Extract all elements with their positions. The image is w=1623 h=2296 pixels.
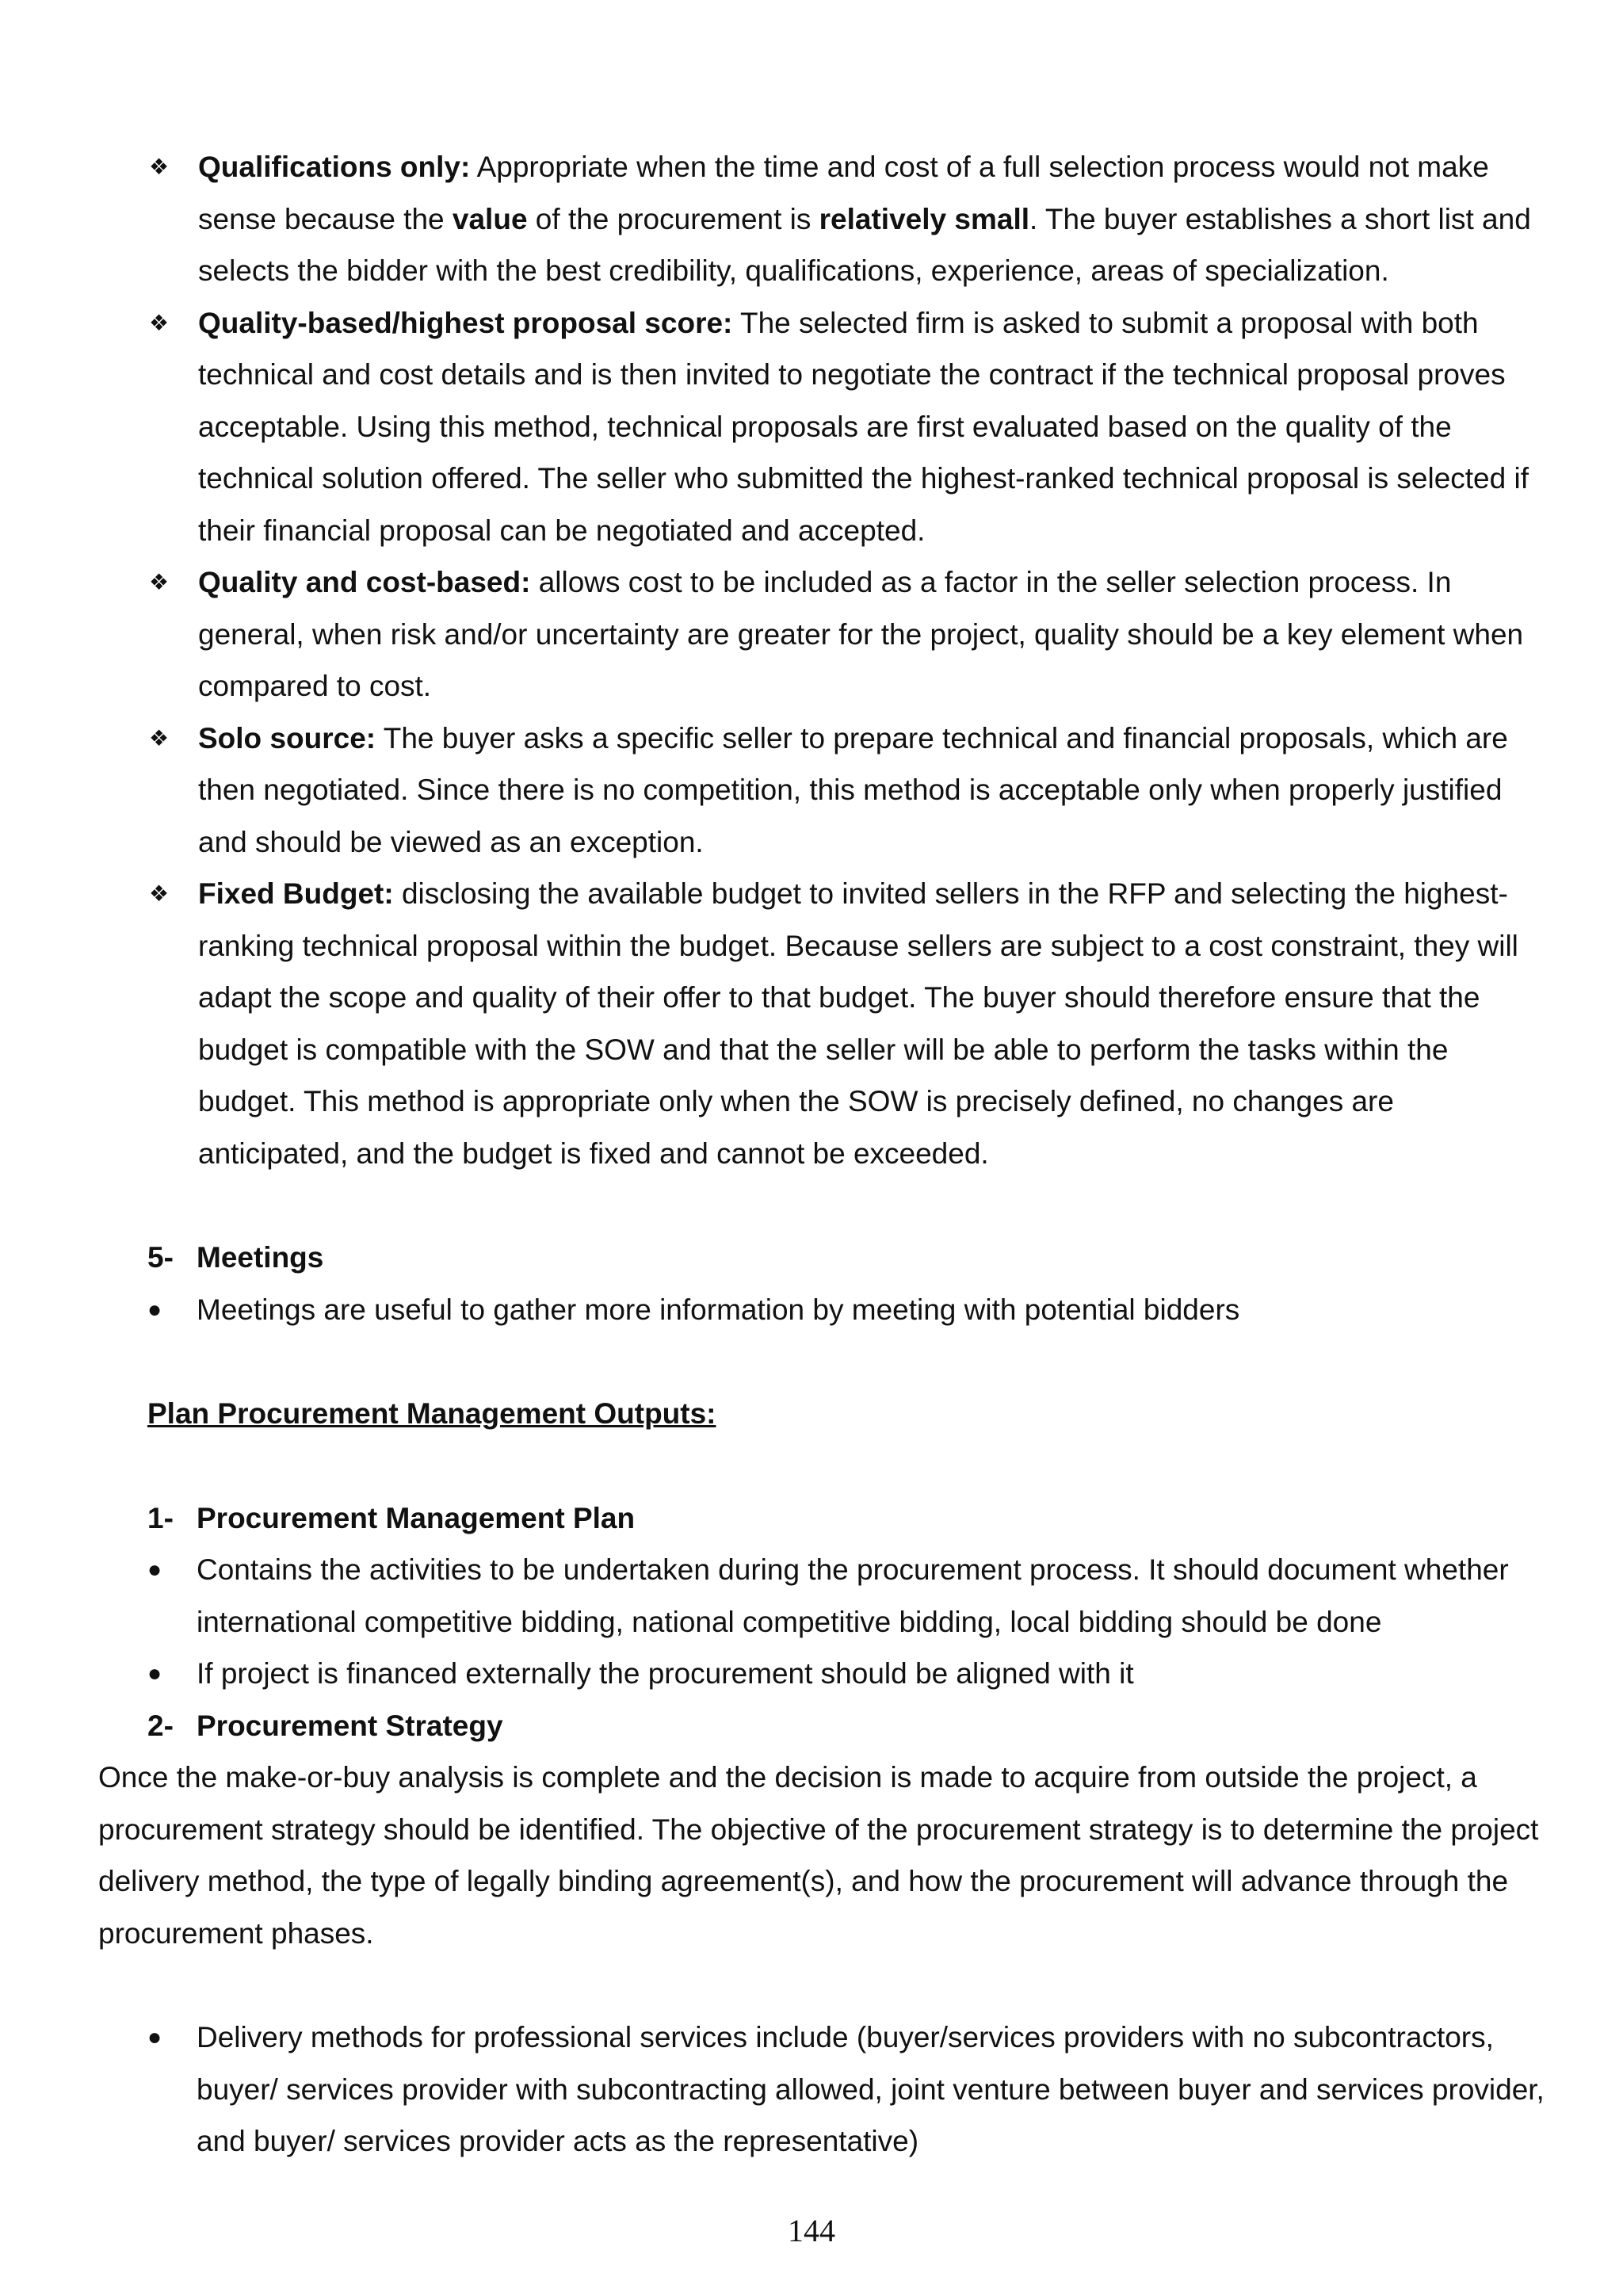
selection-criteria-list — [149, 141, 1549, 1179]
diamond-bullet-icon: ❖ — [149, 725, 170, 751]
page-number: 144 — [788, 2213, 835, 2248]
bullet-dot-icon: ● — [147, 1557, 162, 1583]
list-item — [147, 1544, 1549, 1648]
list-item — [149, 297, 1549, 557]
heading-title: Procurement Management Plan — [197, 1501, 636, 1534]
criterion-term: Fixed Budget: — [198, 877, 394, 910]
heading-title: Meetings — [197, 1241, 324, 1274]
criterion-emphasis: relatively small — [819, 202, 1029, 235]
criterion-text: Appropriate when the time and cost of a full selection process would not make sense because the — [198, 151, 1489, 235]
list-item — [149, 712, 1549, 869]
list-item — [147, 2011, 1549, 2168]
strategy-paragraph: Once the make-or-buy analysis is complete and the decision is made to acquire from outside the project, a procurement strategy should be identified. The objective of the procurement strategy is to determine the project delivery method, the type of legally binding agreement(s), and how the procurement will advance through the procurement phases. — [98, 1761, 1539, 1950]
list-item — [149, 556, 1549, 712]
outputs-section-title: Plan Procurement Management Outputs: — [147, 1397, 716, 1430]
bullet-text: Delivery methods for professional services include (buyer/services providers with no subcontractors, buyer/ services provider with subcontracting allowed, joint venture between buyer and services provider, and buyer/ services provider acts as the representative) — [197, 2021, 1545, 2157]
strategy-bullets — [147, 2011, 1549, 2168]
diamond-bullet-icon: ❖ — [149, 310, 170, 335]
diamond-bullet-icon: ❖ — [149, 155, 170, 179]
bullet-dot-icon: ● — [147, 2024, 162, 2050]
meetings-heading — [147, 1232, 1549, 1284]
bullet-text: Contains the activities to be undertaken during the procurement process. It should document whether international competitive bidding, national competitive bidding, local bidding should be done — [197, 1553, 1509, 1638]
list-item — [149, 868, 1549, 1179]
list-item — [149, 141, 1549, 297]
page-content — [98, 141, 1549, 2168]
criterion-term: Solo source: — [198, 721, 376, 755]
criterion-text: The buyer asks a specific seller to prepare technical and financial proposals, which are then negotiated. Since there is no competition, this method is acceptable only when properly justified and should be viewed as an exception. — [198, 721, 1508, 858]
criterion-text: The selected firm is asked to submit a proposal with both technical and cost details and is then invited to negotiate the contract if the technical proposal proves acceptable. Using this method, technical proposals are first evaluated based on the quality of the technical solution offered. The seller who submitted the highest-ranked technical proposal is selected if their financial proposal can be negotiated and accepted. — [198, 306, 1529, 547]
heading-number: 2- — [147, 1709, 174, 1742]
criterion-emphasis: value — [452, 202, 528, 235]
heading-title: Procurement Strategy — [197, 1709, 503, 1742]
list-item — [147, 1284, 1549, 1336]
heading-number: 5- — [147, 1241, 174, 1274]
criterion-text: . The buyer establishes a short list and selects the bidder with the best credibility, qualifications, experience, areas of specialization. — [198, 202, 1531, 287]
bullet-text: If project is financed externally the procurement should be aligned with it — [197, 1657, 1134, 1690]
meetings-bullets — [147, 1284, 1549, 1336]
bullet-dot-icon: ● — [147, 1660, 162, 1687]
list-item — [147, 1648, 1549, 1700]
bullet-dot-icon: ● — [147, 1296, 162, 1323]
criterion-text: disclosing the available budget to invited sellers in the RFP and selecting the highest-ranking technical proposal within the budget. Because sellers are subject to a cost constraint, they will adapt the scope and quality of their offer to that budget. The buyer should therefore ensure that the budget is compatible with the SOW and that the seller will be able to perform the tasks within the budget. This method is appropriate only when the SOW is precisely defined, no changes are anticipated, and the budget is fixed and cannot be exceeded. — [198, 877, 1518, 1170]
heading-number: 1- — [147, 1501, 174, 1534]
bullet-text: Meetings are useful to gather more information by meeting with potential bidders — [197, 1293, 1240, 1326]
plan-heading — [147, 1492, 1549, 1545]
diamond-bullet-icon: ❖ — [149, 570, 170, 594]
diamond-bullet-icon: ❖ — [149, 881, 170, 906]
criterion-term: Qualifications only: — [198, 151, 471, 183]
criterion-text: of the procurement is — [527, 202, 819, 235]
plan-bullets — [147, 1544, 1549, 1700]
criterion-term: Quality and cost-based: — [198, 566, 531, 598]
strategy-heading — [147, 1700, 1549, 1752]
criterion-term: Quality-based/highest proposal score: — [198, 306, 733, 339]
criterion-text: allows cost to be included as a factor in the seller selection process. In general, when risk and/or uncertainty are greater for the project, quality should be a key element when compared to cost. — [198, 566, 1524, 702]
